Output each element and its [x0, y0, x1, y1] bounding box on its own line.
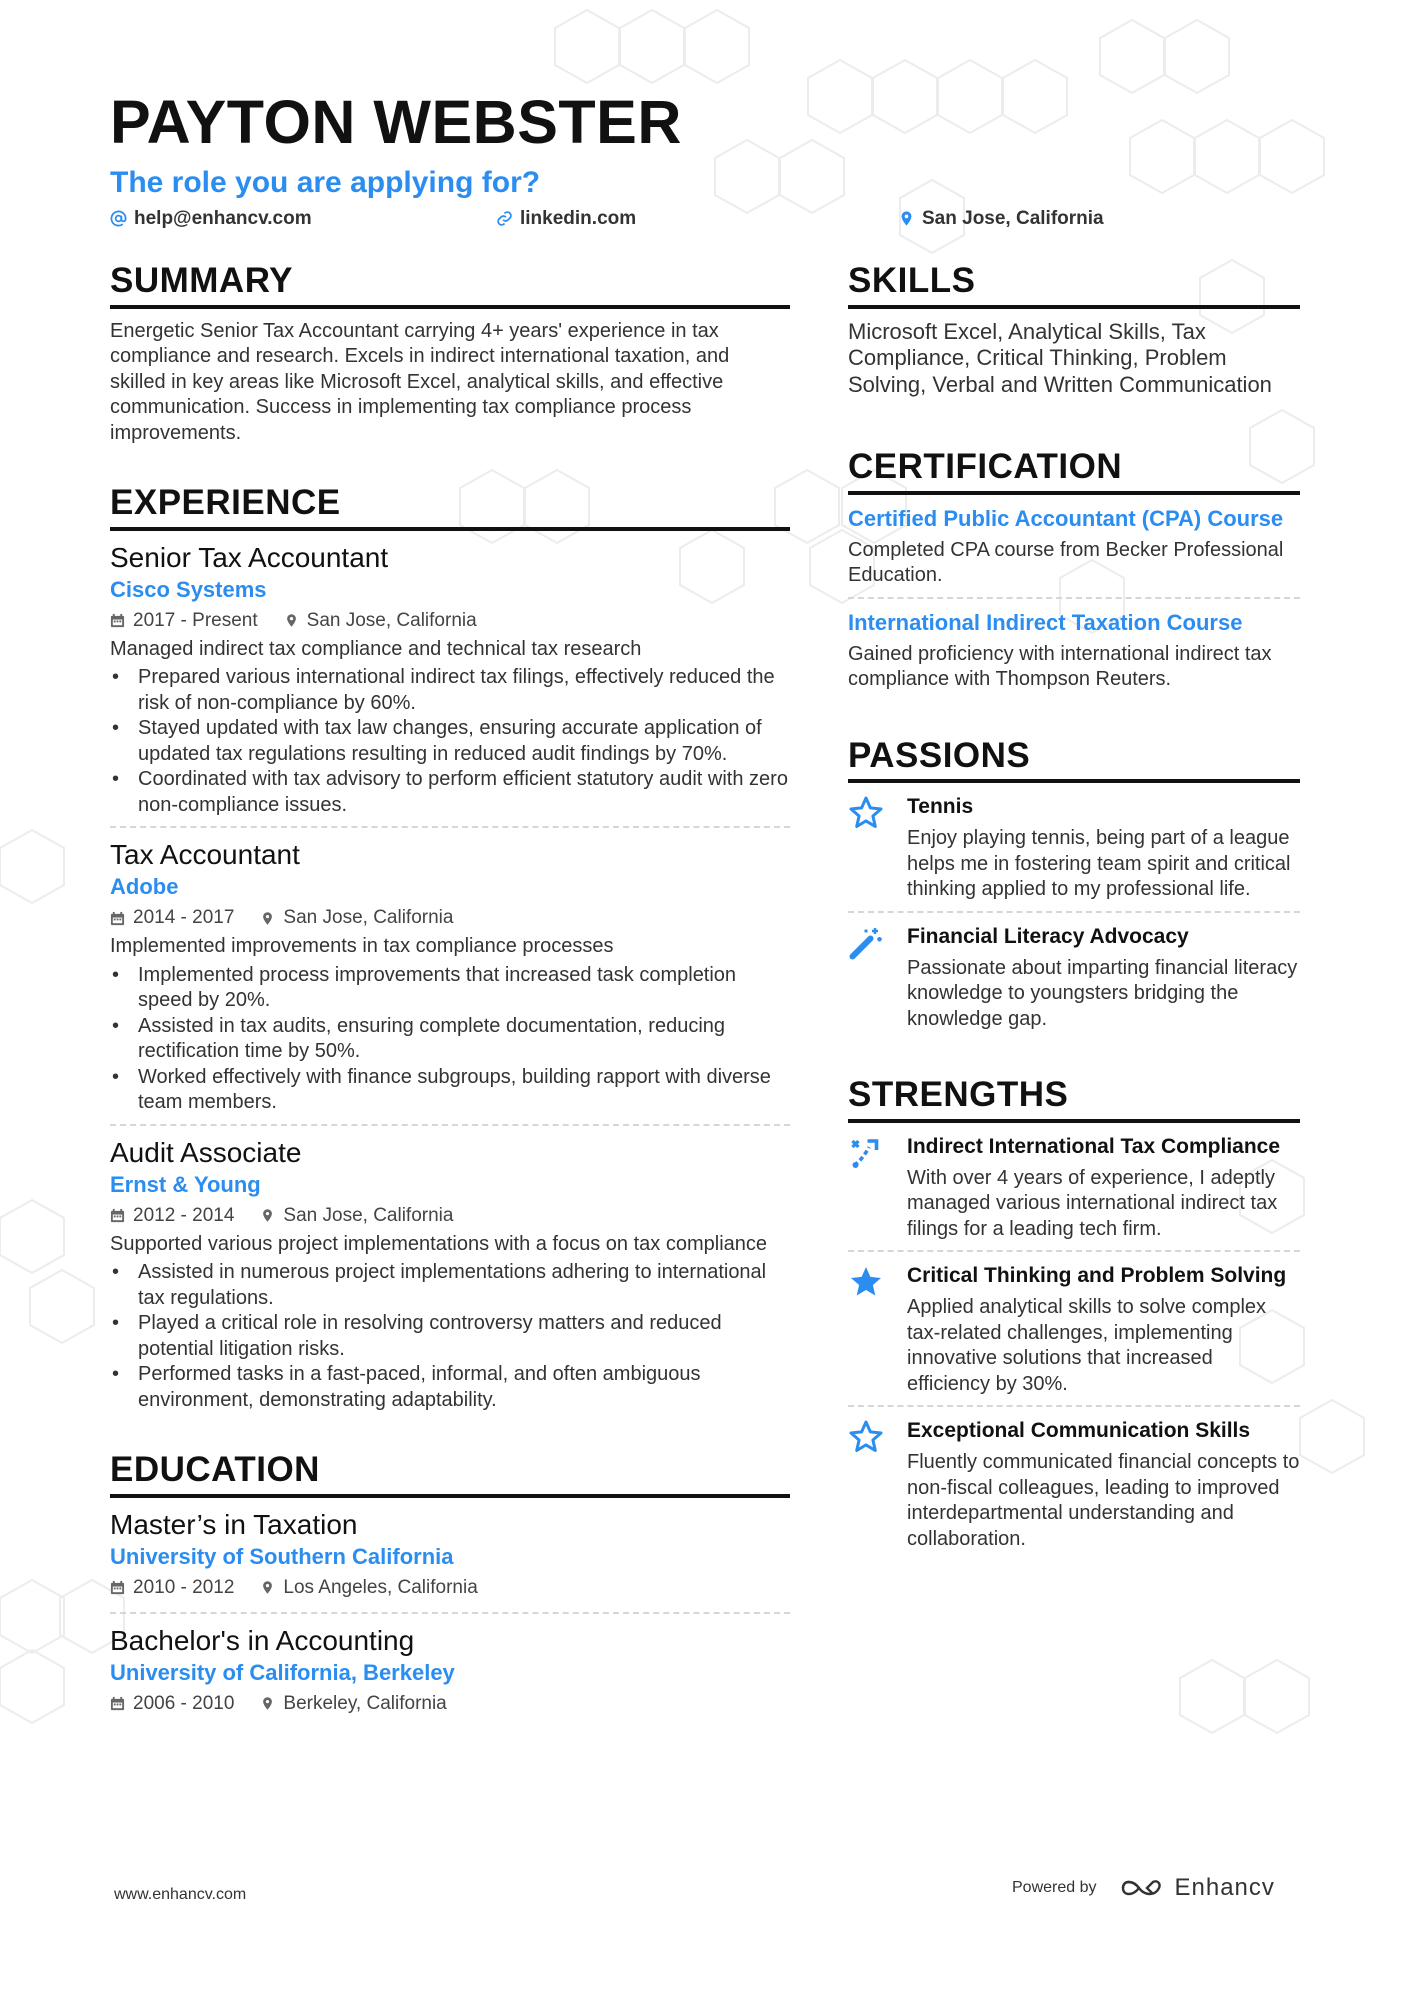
strength-description: With over 4 years of experience, I adeptly managed various international indirect tax filings for a leading tech firm. [907, 1166, 1278, 1240]
divider [848, 1250, 1300, 1252]
candidate-name: PAYTON WEBSTER [110, 88, 682, 156]
bullet-item: • Played a critical role in resolving controversy matters and reduced potential litigation risks. [110, 1311, 790, 1362]
at-sign-icon [110, 210, 127, 227]
job-bullets [110, 665, 790, 818]
degree-title: Bachelor's in Accounting [110, 1624, 415, 1656]
education-dates: 2006 - 2010 [133, 1692, 235, 1714]
education-meta [110, 1572, 790, 1604]
location-pin-icon [260, 911, 275, 926]
divider [110, 1612, 790, 1614]
job-dates: 2017 - Present [133, 609, 258, 631]
job-title: Tax Accountant [110, 839, 300, 870]
education-dates: 2010 - 2012 [133, 1576, 235, 1598]
footer-website[interactable]: www.enhancv.com [114, 1886, 247, 1903]
passion-description: Passionate about imparting financial literacy knowledge to youngsters bridging the knowledge gap. [907, 956, 1298, 1030]
location-text: San Jose, California [922, 208, 1104, 229]
magic-wand-icon [848, 925, 884, 961]
divider [848, 1405, 1300, 1407]
bullet-item: • Implemented process improvements that increased task completion speed by 20%. [110, 963, 790, 1014]
bullet-item: • Worked effectively with finance subgroups, building rapport with diverse team members. [110, 1065, 790, 1116]
strength-item [848, 1417, 1300, 1552]
brand-name: Enhancv [1174, 1874, 1275, 1901]
education-entry [110, 1508, 790, 1604]
calendar-icon [110, 1208, 125, 1223]
footer-branding[interactable] [1012, 1874, 1275, 1902]
bullet-item: • Performed tasks in a fast-paced, informal, and often ambiguous environment, demonstrating adaptability. [110, 1362, 790, 1413]
strength-item [848, 1262, 1300, 1397]
contact-location [898, 209, 1104, 228]
brand-logo [1119, 1874, 1275, 1902]
strength-title: Critical Thinking and Problem Solving [907, 1264, 1287, 1287]
job-entry [110, 838, 790, 1116]
passion-description: Enjoy playing tennis, being part of a league helps me in fostering team spirit and critical thinking applied to my professional life. [907, 827, 1291, 900]
divider [110, 1124, 790, 1126]
divider [110, 826, 790, 828]
divider [848, 911, 1300, 913]
bullet-item: • Prepared various international indirect tax filings, effectively reduced the risk of non-compliance by 60%. [110, 665, 790, 716]
bullet-item: • Assisted in tax audits, ensuring complete documentation, reducing rectification time by 50%. [110, 1014, 790, 1065]
certification-description: Gained proficiency with international indirect tax compliance with Thompson Reuters. [848, 642, 1272, 690]
passions-section [848, 737, 1300, 1033]
job-location: San Jose, California [283, 1204, 454, 1226]
job-dates: 2012 - 2014 [133, 1204, 235, 1226]
job-description: Implemented improvements in tax compliance processes [110, 935, 614, 957]
role-title: The role you are applying for? [110, 166, 541, 199]
education-location: Berkeley, California [283, 1692, 447, 1714]
certification-title: International Indirect Taxation Course [848, 609, 1243, 635]
passion-item [848, 793, 1300, 903]
job-meta [110, 902, 790, 934]
company-name: Adobe [110, 874, 179, 899]
location-pin-icon [898, 210, 915, 227]
strengths-section [848, 1076, 1300, 1552]
calendar-icon [110, 911, 125, 926]
job-entry [110, 541, 790, 819]
job-location: San Jose, California [283, 907, 454, 928]
divider [848, 597, 1300, 599]
skills-section [848, 262, 1300, 398]
calendar-icon [110, 613, 125, 628]
contact-email[interactable] [110, 209, 312, 228]
location-pin-icon [284, 613, 299, 628]
summary-text: Energetic Senior Tax Accountant carrying 4+ years' experience in tax compliance and research. Excels in indirect international taxation, and skilled in key areas like Microsoft Excel, analytical skills, and effective communication. Success in implementing tax compliance process improvements. [110, 319, 730, 444]
job-location: San Jose, California [306, 609, 477, 631]
location-pin-icon [260, 1208, 275, 1223]
job-bullets [110, 963, 790, 1116]
location-pin-icon [260, 1696, 275, 1711]
bullet-item: • Stayed updated with tax law changes, ensuring accurate application of updated tax regulations resulting in reduced audit findings by 70%. [110, 716, 790, 767]
skills-heading: SKILLS [848, 262, 1300, 309]
passion-item [848, 923, 1300, 1033]
strategy-icon [848, 1135, 884, 1171]
bullet-item: • Assisted in numerous project implementations adhering to international tax regulations. [110, 1260, 790, 1311]
education-meta [110, 1688, 790, 1720]
certification-heading: CERTIFICATION [848, 448, 1300, 495]
strengths-heading: STRENGTHS [848, 1076, 1300, 1123]
job-description: Supported various project implementations with a focus on tax compliance [110, 1232, 768, 1255]
email-text: help@enhancv.com [134, 208, 312, 229]
calendar-icon [110, 1580, 125, 1595]
passions-heading: PASSIONS [848, 737, 1300, 784]
star-outline-icon [848, 795, 884, 831]
certification-description: Completed CPA course from Becker Professional Education. [848, 538, 1284, 586]
passion-title: Tennis [907, 795, 974, 818]
passion-title: Financial Literacy Advocacy [907, 924, 1189, 948]
bullet-item: • Coordinated with tax advisory to perform efficient statutory audit with zero non-compliance issues. [110, 767, 790, 818]
company-name: Ernst & Young [110, 1171, 261, 1197]
certification-section [848, 448, 1300, 693]
website-text: linkedin.com [520, 208, 637, 229]
contact-website[interactable] [496, 209, 636, 228]
location-pin-icon [260, 1580, 275, 1595]
left-column [110, 262, 790, 1720]
job-bullets [110, 1260, 790, 1413]
job-entry [110, 1136, 790, 1414]
degree-title: Master’s in Taxation [110, 1508, 358, 1540]
strength-title: Exceptional Communication Skills [907, 1419, 1251, 1442]
education-section [110, 1451, 790, 1720]
education-entry [110, 1624, 790, 1720]
powered-by-text: Powered by [1012, 1879, 1097, 1896]
strength-item [848, 1133, 1300, 1243]
experience-heading: EXPERIENCE [110, 484, 790, 531]
strength-description: Applied analytical skills to solve complex tax-related challenges, implementing innovative solutions that increased efficiency by 30%. [907, 1296, 1267, 1395]
right-column [848, 262, 1300, 1552]
job-dates: 2014 - 2017 [133, 907, 235, 928]
education-heading: EDUCATION [110, 1451, 790, 1498]
school-name: University of Southern California [110, 1543, 454, 1569]
job-meta [110, 1200, 790, 1232]
certification-title: Certified Public Accountant (CPA) Course [848, 505, 1284, 531]
job-title: Audit Associate [110, 1136, 302, 1168]
strength-description: Fluently communicated financial concepts to non-fiscal colleagues, leading to improved interdepartmental understanding and collaboration. [907, 1451, 1300, 1550]
school-name: University of California, Berkeley [110, 1659, 455, 1685]
star-outline-icon [848, 1419, 884, 1455]
star-filled-icon [848, 1264, 884, 1300]
skills-text: Microsoft Excel, Analytical Skills, Tax Compliance, Critical Thinking, Problem Solving, Verbal and Written Communication [848, 318, 1272, 397]
experience-section [110, 484, 790, 1413]
certification-item [848, 609, 1300, 693]
education-location: Los Angeles, California [283, 1576, 478, 1598]
calendar-icon [110, 1696, 125, 1711]
enhancv-logo-icon [1119, 1876, 1165, 1900]
job-title: Senior Tax Accountant [110, 541, 389, 573]
certification-item [848, 505, 1300, 589]
link-icon [496, 210, 513, 227]
summary-section [110, 262, 790, 446]
company-name: Cisco Systems [110, 576, 267, 602]
summary-heading: SUMMARY [110, 262, 790, 309]
strength-title: Indirect International Tax Compliance [907, 1134, 1281, 1158]
job-description: Managed indirect tax compliance and technical tax research [110, 637, 642, 660]
job-meta [110, 605, 790, 637]
